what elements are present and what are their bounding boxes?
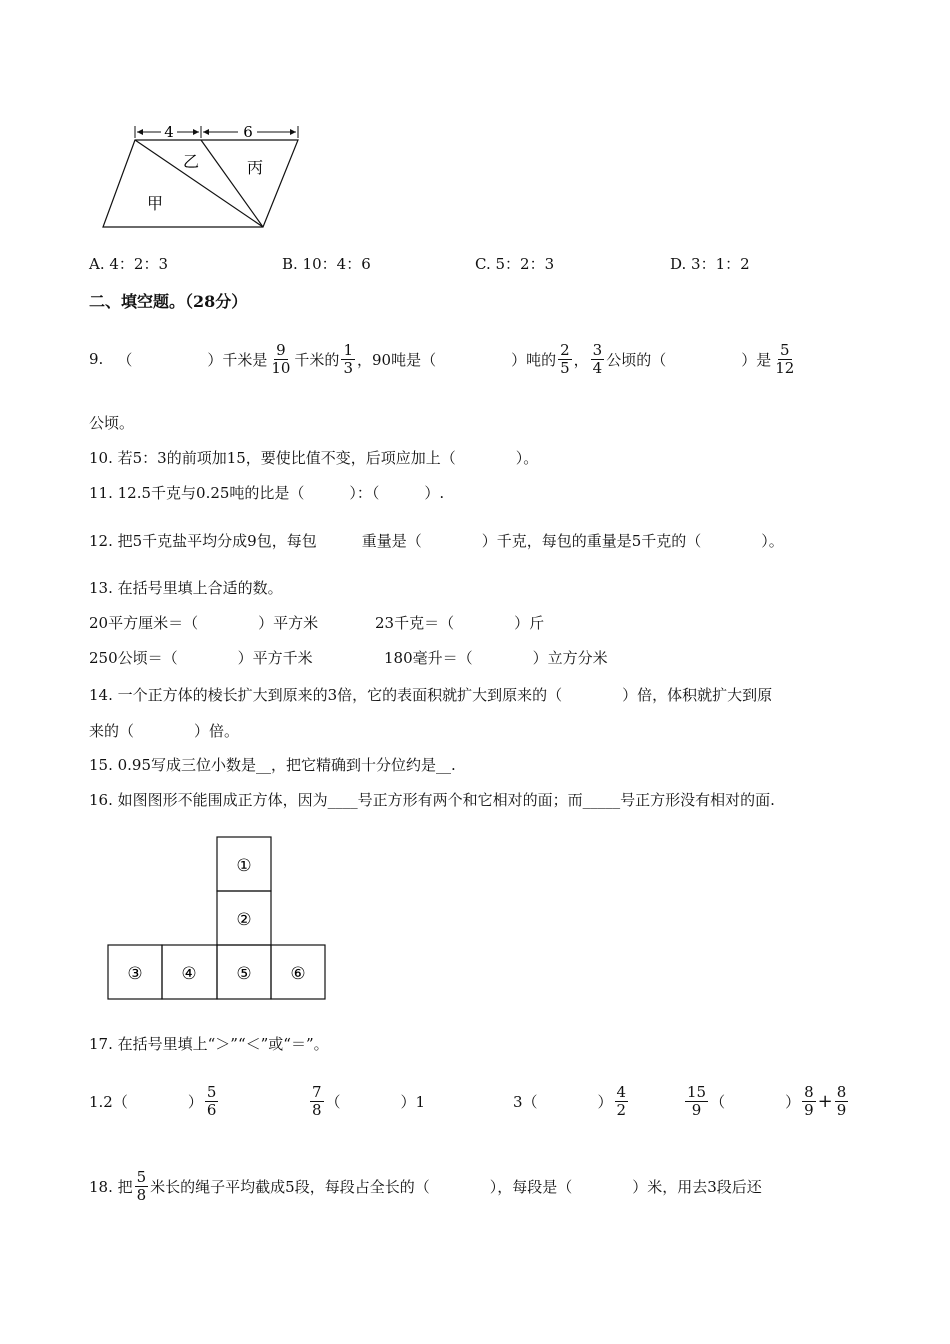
net-label-4: ④ <box>181 964 197 984</box>
parallelogram-figure <box>95 118 310 233</box>
net-label-1: ① <box>236 856 252 876</box>
fraction: $\frac{2}{5}$ <box>560 340 570 377</box>
question-11: 11. 12.5千克与0.25吨的比是（ ）：（ ）. <box>89 484 445 502</box>
fraction: $\frac{9}{10}$ <box>271 340 291 377</box>
option-c: C. 5：2：3 <box>475 255 555 273</box>
fraction: $\frac{8}{9}$ <box>836 1082 847 1119</box>
question-13-title: 13. 在括号里填上合适的数。 <box>89 579 283 597</box>
question-15: 15. 0.95写成三位小数是__，把它精确到十分位约是__. <box>89 756 456 774</box>
net-label-5: ⑤ <box>236 964 252 984</box>
compare-4: $\frac{15}{9}$ （ ） $\frac{8}{9}$ + $\frac{8}{9}$ <box>687 1082 847 1119</box>
label-yi: 乙 <box>183 152 200 171</box>
option-d: D. 3：1：2 <box>670 255 750 273</box>
question-14-line1: 14. 一个正方体的棱长扩大到原来的3倍，它的表面积就扩大到原来的（ ）倍，体积就扩大到原 <box>89 686 773 704</box>
question-9: 9. （ ）千米是 $\frac{9}{10}$ 千米的 $\frac{1}{3}$ ，90吨是（ ）吨的 $\frac{2}{5}$ ， $\frac{3}{4}$ 公顷的（ ）是 $\frac{5}{12}$ <box>89 340 795 377</box>
question-13-b: 23千克＝（ ）斤 <box>375 614 545 632</box>
question-16: 16. 如图图形不能围成正方体，因为____号正方形有两个和它相对的面；而_____号正方形没有相对的面. <box>89 791 775 809</box>
question-18: 18. 把 $\frac{5}{8}$ 米长的绳子平均截成5段，每段占全长的（ ），每段是（ ）米，用去3段后还 <box>89 1167 762 1204</box>
option-a: A. 4：2：3 <box>89 255 168 273</box>
question-13-c: 250公顷＝（ ）平方千米 <box>89 649 313 667</box>
fraction: $\frac{15}{9}$ <box>687 1082 707 1119</box>
question-12: 12. 把5千克盐平均分成9包，每包 重量是（ ）千克，每包的重量是5千克的（ ）。 <box>89 532 784 550</box>
question-13-a: 20平方厘米＝（ ）平方米 <box>89 614 319 632</box>
question-9-line2: 公顷。 <box>89 414 135 432</box>
fraction: $\frac{7}{8}$ <box>312 1082 322 1119</box>
net-label-6: ⑥ <box>290 964 306 984</box>
fraction: $\frac{5}{6}$ <box>206 1082 217 1119</box>
option-b: B. 10：4：6 <box>282 255 371 273</box>
length-label-4: 4 <box>164 123 174 141</box>
length-label-6: 6 <box>243 123 253 141</box>
fraction: $\frac{8}{9}$ <box>804 1082 814 1119</box>
compare-3: 3（ ） $\frac{4}{2}$ <box>513 1082 627 1119</box>
fraction: $\frac{1}{3}$ <box>343 340 353 377</box>
label-bing: 丙 <box>247 158 264 177</box>
question-10: 10. 若5：3的前项加15，要使比值不变，后项应加上（ ）。 <box>89 449 539 467</box>
section-title: 二、填空题。（28分） <box>89 292 248 311</box>
net-label-2: ② <box>236 910 252 930</box>
question-13-d: 180毫升＝（ ）立方分米 <box>384 649 608 667</box>
compare-2: $\frac{7}{8}$ （ ）1 <box>312 1082 426 1119</box>
fraction: $\frac{3}{4}$ <box>592 340 603 377</box>
fraction: $\frac{5}{8}$ <box>136 1167 147 1204</box>
fraction: $\frac{5}{12}$ <box>775 340 795 377</box>
compare-1: 1.2（ ） $\frac{5}{6}$ <box>89 1082 217 1119</box>
net-label-3: ③ <box>127 964 143 984</box>
question-17-title: 17. 在括号里填上“＞”“＜”或“＝”。 <box>89 1035 329 1053</box>
label-jia: 甲 <box>147 194 164 213</box>
question-14-line2: 来的（ ）倍。 <box>89 722 240 740</box>
fraction: $\frac{4}{2}$ <box>616 1082 627 1119</box>
cube-net-figure <box>100 832 335 1007</box>
